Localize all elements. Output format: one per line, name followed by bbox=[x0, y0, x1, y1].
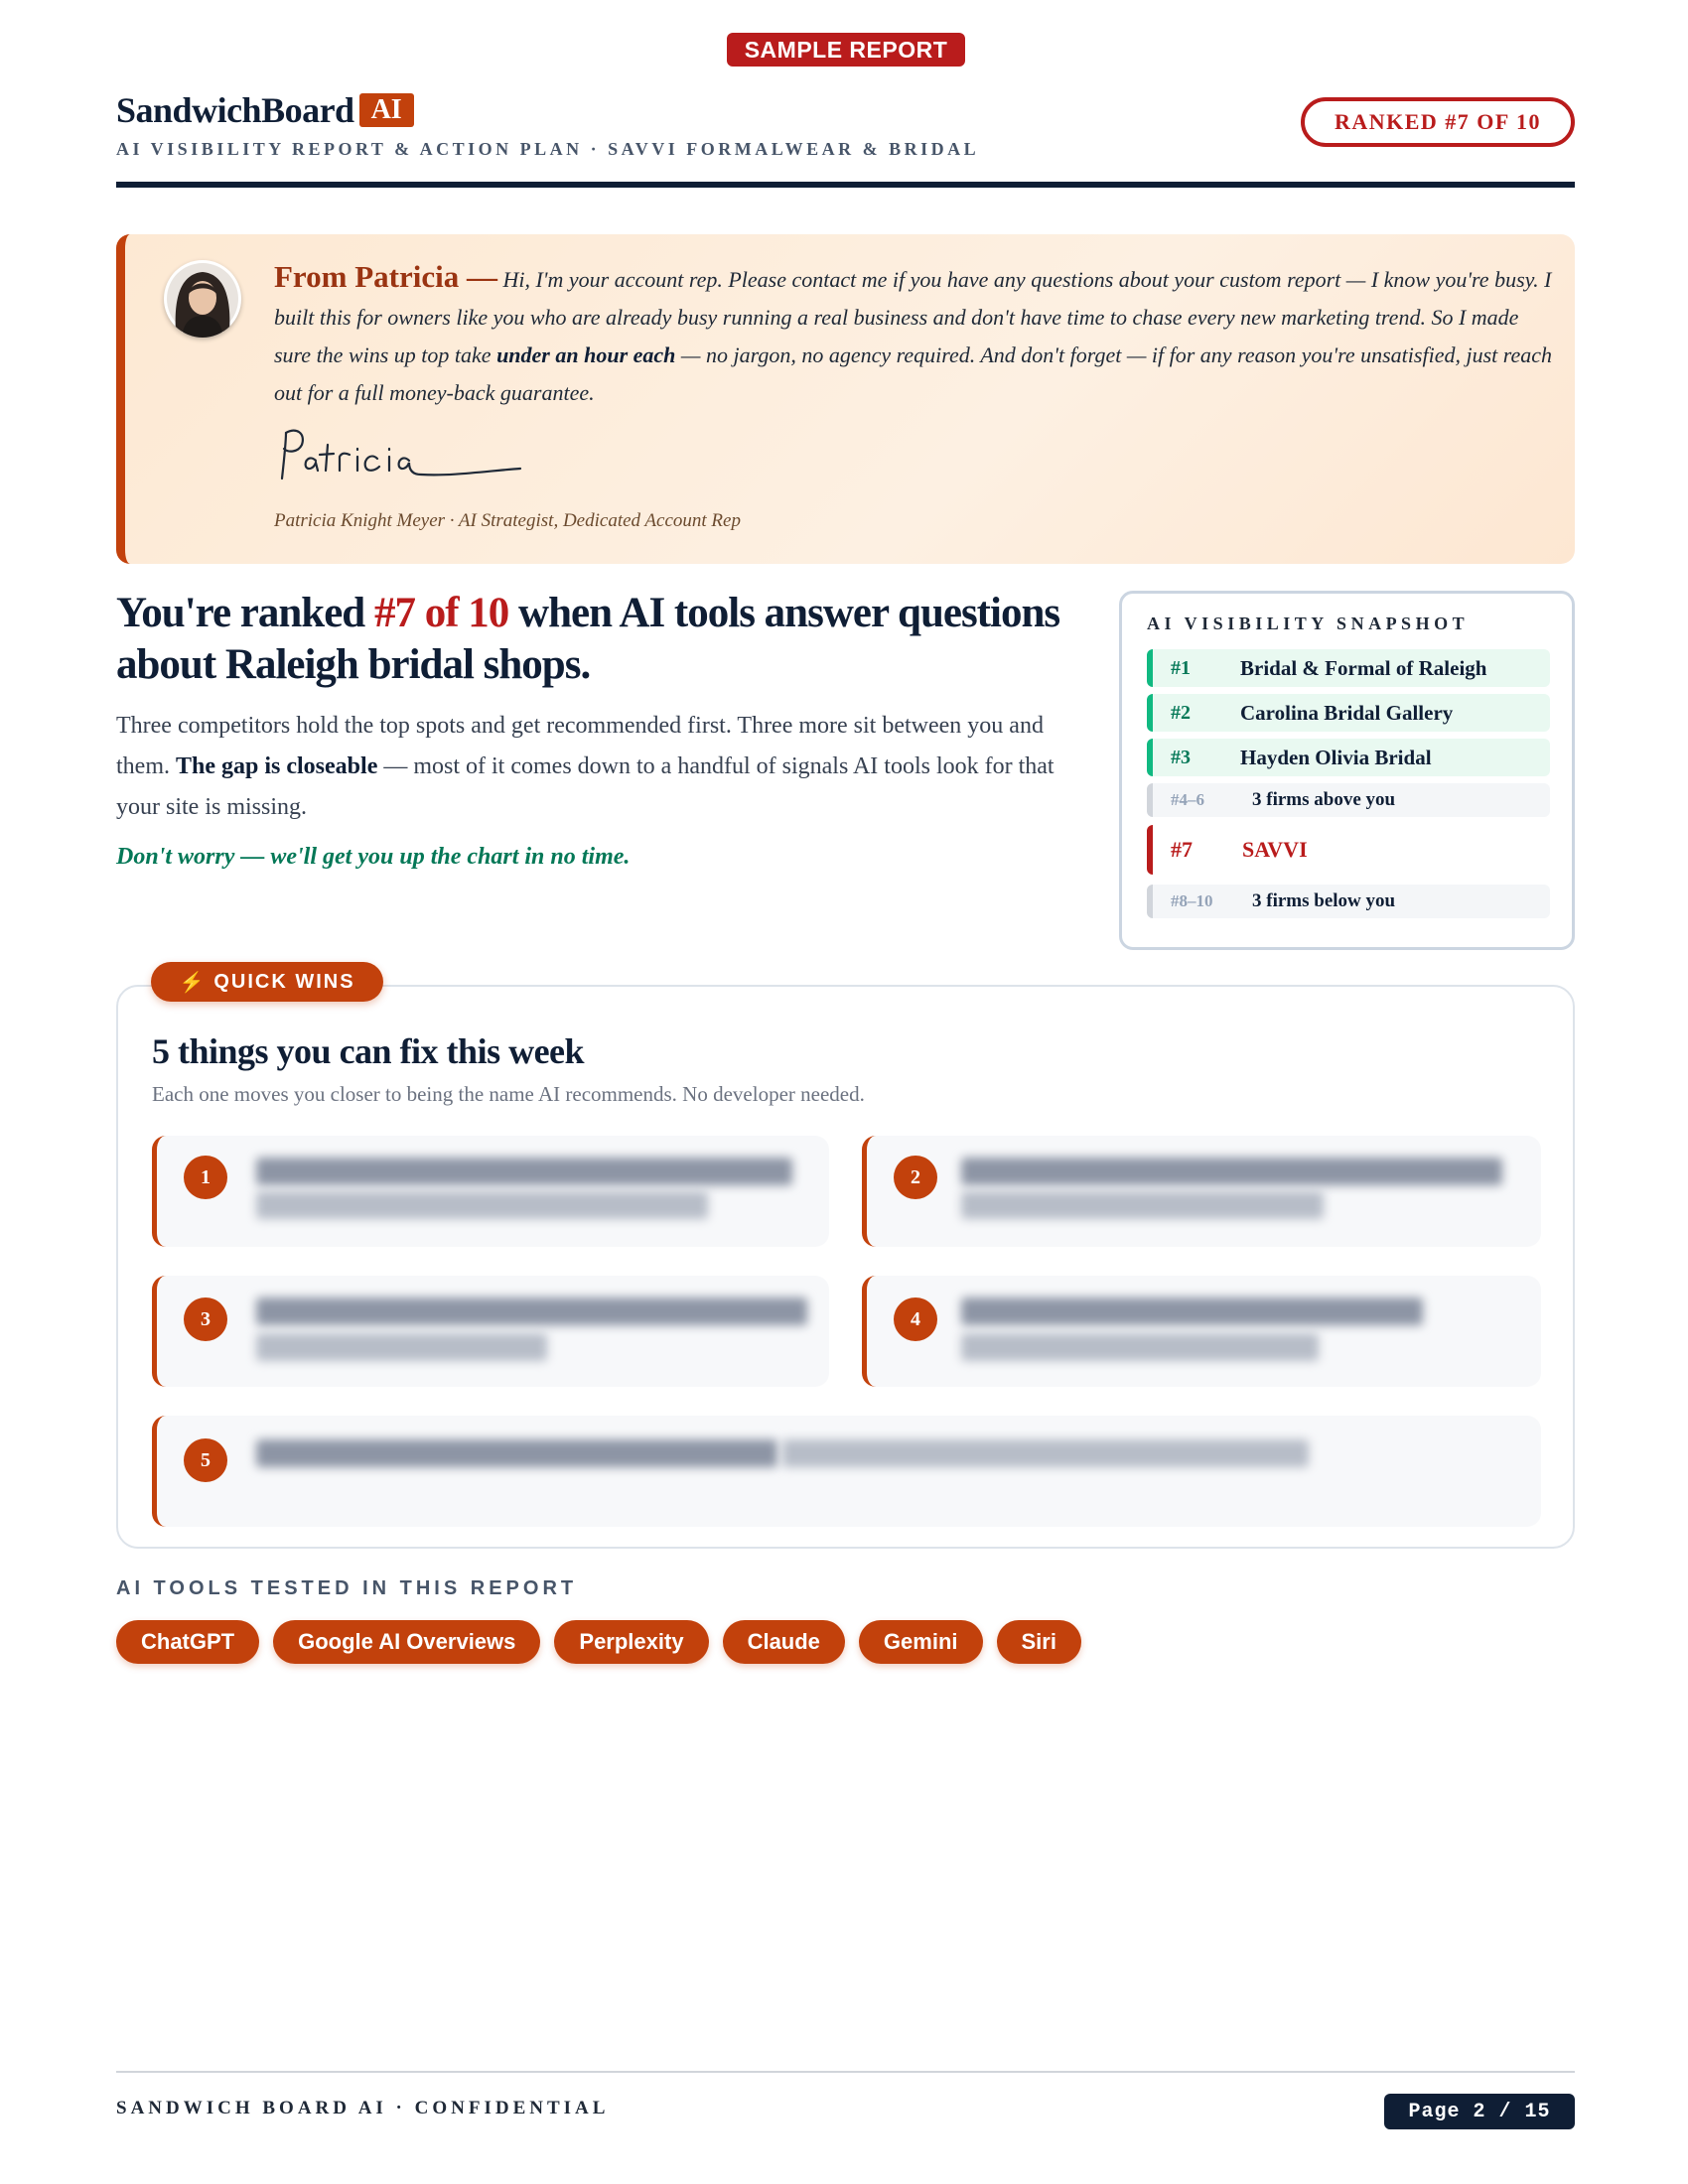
letter-text-2: — no jargon, no agency required. And don't forget — if for any reason you're unsatisfied, just reach out for a full money-back guarantee. bbox=[274, 342, 1553, 405]
snapshot-row-2 bbox=[1147, 694, 1550, 732]
tools-label: AI TOOLS TESTED IN THIS REPORT bbox=[116, 1577, 578, 1599]
quick-win-number: 3 bbox=[184, 1297, 227, 1341]
headline-rank: #7 of 10 bbox=[373, 590, 509, 636]
snapshot-name: Carolina Bridal Gallery bbox=[1240, 700, 1454, 725]
redacted-text bbox=[256, 1191, 708, 1219]
page-number: Page 2 / 15 bbox=[1384, 2094, 1575, 2129]
quick-wins-title: 5 things you can fix this week bbox=[152, 1031, 585, 1071]
reassurance-text: Don't worry — we'll get you up the chart in no time. bbox=[116, 844, 631, 870]
redacted-text bbox=[256, 1439, 777, 1467]
redacted-text bbox=[256, 1333, 547, 1361]
redacted-text bbox=[961, 1191, 1324, 1219]
sample-report-badge: SAMPLE REPORT bbox=[727, 33, 965, 67]
snapshot-row-8-10 bbox=[1147, 885, 1550, 918]
tool-chip-perplexity: Perplexity bbox=[554, 1620, 708, 1664]
tool-chip-google-ai-overviews: Google AI Overviews bbox=[273, 1620, 540, 1664]
avatar bbox=[164, 260, 241, 338]
brand-name: SandwichBoard bbox=[116, 90, 354, 130]
header-divider bbox=[116, 182, 1575, 188]
letter-text-1: Hi, I'm your account rep. Please contact me if you have any questions about your custom report — I know you're busy. I built this for owners like you who are already busy running a real business and don't have time to chase every new marketing trend. So I made sure the wins up top take bbox=[274, 267, 1552, 367]
avatar-portrait-icon bbox=[164, 260, 241, 338]
snapshot-rank: #2 bbox=[1171, 701, 1191, 724]
snapshot-row-you bbox=[1147, 825, 1550, 875]
rank-pill: RANKED #7 OF 10 bbox=[1301, 97, 1575, 147]
snapshot-row-4-6 bbox=[1147, 783, 1550, 817]
quick-win-number: 2 bbox=[894, 1156, 937, 1199]
snapshot-name: Hayden Olivia Bridal bbox=[1240, 745, 1432, 769]
quick-win-card[interactable] bbox=[152, 1276, 829, 1387]
snapshot-name: 3 firms below you bbox=[1252, 890, 1396, 911]
letter-from: From Patricia — bbox=[274, 259, 497, 294]
signature-caption: Patricia Knight Meyer · AI Strategist, Dedicated Account Rep bbox=[274, 510, 741, 531]
quick-win-card[interactable] bbox=[152, 1136, 829, 1247]
redacted-text bbox=[782, 1439, 1309, 1467]
tool-chip-siri: Siri bbox=[997, 1620, 1081, 1664]
quick-wins-panel bbox=[116, 985, 1575, 1549]
redacted-text bbox=[256, 1297, 807, 1325]
lightning-icon: ⚡ bbox=[179, 971, 207, 994]
rep-letter bbox=[116, 234, 1575, 564]
report-header bbox=[116, 89, 1575, 189]
rank-headline bbox=[116, 588, 1089, 691]
brand-logo bbox=[116, 89, 414, 131]
quick-win-card[interactable] bbox=[862, 1136, 1541, 1247]
tool-chip-gemini: Gemini bbox=[859, 1620, 983, 1664]
snapshot-row-1 bbox=[1147, 649, 1550, 687]
snapshot-rank: #3 bbox=[1171, 746, 1191, 768]
quick-win-number: 1 bbox=[184, 1156, 227, 1199]
quick-wins-subtitle: Each one moves you closer to being the name AI recommends. No developer needed. bbox=[152, 1082, 865, 1106]
visibility-snapshot bbox=[1119, 591, 1575, 950]
letter-strong: under an hour each bbox=[496, 342, 676, 367]
snapshot-rank: #1 bbox=[1171, 656, 1191, 679]
intro-text-1: Three competitors hold the top spots and get recommended first. Three more sit between you and them. bbox=[116, 713, 1044, 779]
snapshot-name: Bridal & Formal of Raleigh bbox=[1240, 655, 1487, 680]
footer-text: SANDWICH BOARD AI · CONFIDENTIAL bbox=[116, 2098, 610, 2118]
snapshot-rank: #7 bbox=[1171, 837, 1193, 862]
tool-chip-claude: Claude bbox=[723, 1620, 845, 1664]
snapshot-name: SAVVI bbox=[1242, 837, 1308, 862]
tool-chip-chatgpt: ChatGPT bbox=[116, 1620, 259, 1664]
snapshot-name: 3 firms above you bbox=[1252, 789, 1396, 810]
quick-win-card[interactable] bbox=[152, 1416, 1541, 1527]
snapshot-rank: #8–10 bbox=[1171, 891, 1213, 910]
intro-strong: The gap is closeable bbox=[176, 753, 378, 779]
redacted-text bbox=[961, 1158, 1502, 1185]
quick-win-number: 5 bbox=[184, 1438, 227, 1482]
quick-wins-pill-label: QUICK WINS bbox=[213, 970, 355, 993]
quick-wins-pill bbox=[151, 962, 383, 1002]
redacted-text bbox=[961, 1333, 1319, 1361]
redacted-text bbox=[961, 1297, 1423, 1325]
report-subtitle: AI VISIBILITY REPORT & ACTION PLAN · SAVVI FORMALWEAR & BRIDAL bbox=[116, 139, 980, 159]
signature-image bbox=[272, 421, 530, 490]
quick-win-card[interactable] bbox=[862, 1276, 1541, 1387]
brand-ai-tag: AI bbox=[359, 93, 414, 127]
footer-divider bbox=[116, 2071, 1575, 2073]
headline-pre: You're ranked bbox=[116, 590, 374, 636]
snapshot-row-3 bbox=[1147, 739, 1550, 776]
snapshot-title: AI VISIBILITY SNAPSHOT bbox=[1147, 614, 1470, 633]
letter-body bbox=[274, 258, 1555, 412]
headline-post: when AI tools answer questions about Raleigh bridal shops. bbox=[116, 590, 1060, 688]
tools-list bbox=[116, 1620, 1095, 1664]
intro-paragraph bbox=[116, 706, 1089, 828]
quick-win-number: 4 bbox=[894, 1297, 937, 1341]
intro-text-2: — most of it comes down to a handful of signals AI tools look for that your site is missing. bbox=[116, 753, 1055, 820]
snapshot-rank: #4–6 bbox=[1171, 790, 1204, 809]
redacted-text bbox=[256, 1158, 792, 1185]
